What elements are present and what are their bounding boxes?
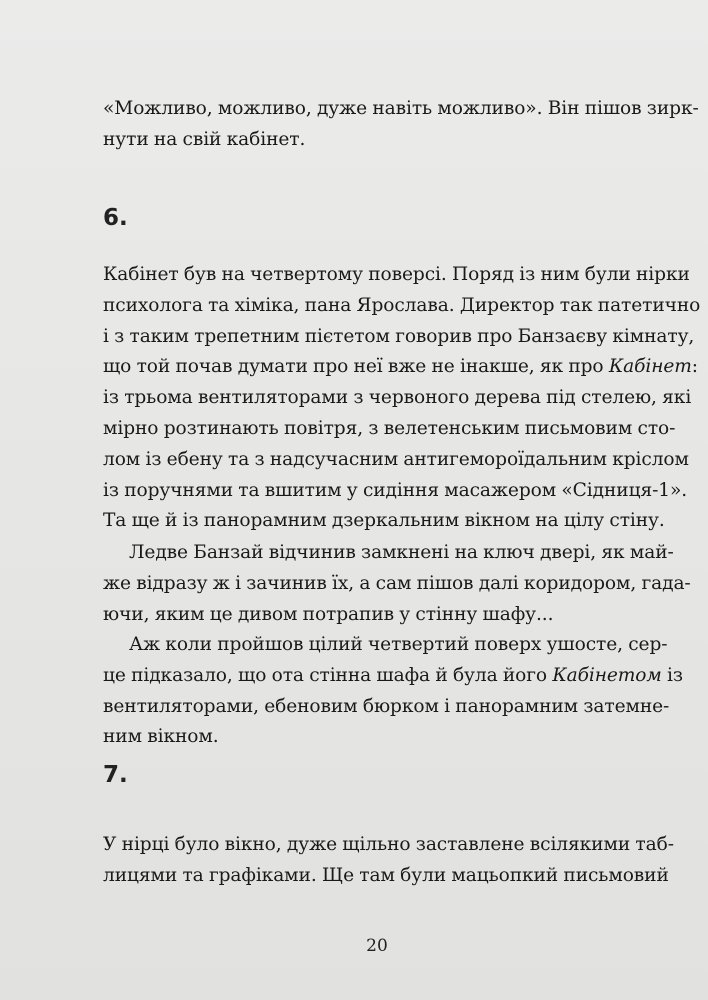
text-line: ючи, яким це дивом потрапив у стінну шафу... [103,603,554,625]
text-line: лицями та графіками. Ще там були мацьопкий письмовий [103,864,669,886]
text-line: і з таким трепетним пієтетом говорив про Банзаєву кімнату, [103,325,695,347]
text-line: із поручнями та вшитим у сидіння масажером «Сідниця-1». [103,479,688,501]
text-run: що той почав думати про неї вже не інакше, як про [103,356,609,378]
text-line: вентиляторами, ебеновим бюрком і панорамним затемне- [103,695,670,717]
text-line: Кабінет був на четвертому поверсі. Поряд із ним були нірки [103,264,690,285]
text-line: нути на свій кабінет. [103,128,306,150]
page-number: 20 [366,936,388,956]
section-7-paragraph-1 [103,830,674,892]
text-line: із трьома вентиляторами з червоного дерева під стелею, які [103,387,692,409]
text-line: ним вікном. [103,726,219,748]
italic-term: Кабінетом [552,664,662,686]
italic-term: Кабінет [608,356,692,378]
text-line [103,352,698,383]
section-6-paragraph-1 [103,260,701,537]
text-line: У нірці було вікно, дуже щільно заставлене всілякими таб- [103,834,674,855]
text-line: Аж коли пройшов цілий четвертий поверх ушосте, сер- [129,634,668,655]
text-line: «Можливо, можливо, дуже навіть можливо». Він пішов зирк- [103,98,699,119]
text-run: із [661,664,683,686]
text-line: психолога та хіміка, пана Ярослава. Директор так патетично [103,294,701,316]
section-6-paragraph-2 [103,538,691,630]
text-run: : [691,356,698,378]
text-run: це підказало, що ота стінна шафа й була його [103,664,553,686]
section-heading-7: 7. [103,762,128,788]
intro-paragraph [103,94,699,156]
text-line: же відразу ж і зачинив їх, а сам пішов далі коридором, гада- [103,572,691,594]
text-line: Ледве Банзай відчинив замкнені на ключ двері, як май- [129,542,674,563]
section-heading-6: 6. [103,205,128,231]
text-line [103,661,683,692]
text-line: лом із ебену та з надсучасним антигемороїдальним кріслом [103,448,689,470]
text-line: Та ще й із панорамним дзеркальним вікном на цілу стіну. [103,510,665,532]
section-6-paragraph-3 [103,630,683,753]
text-line: мірно розтинають повітря, з велетенським письмовим сто- [103,417,676,439]
